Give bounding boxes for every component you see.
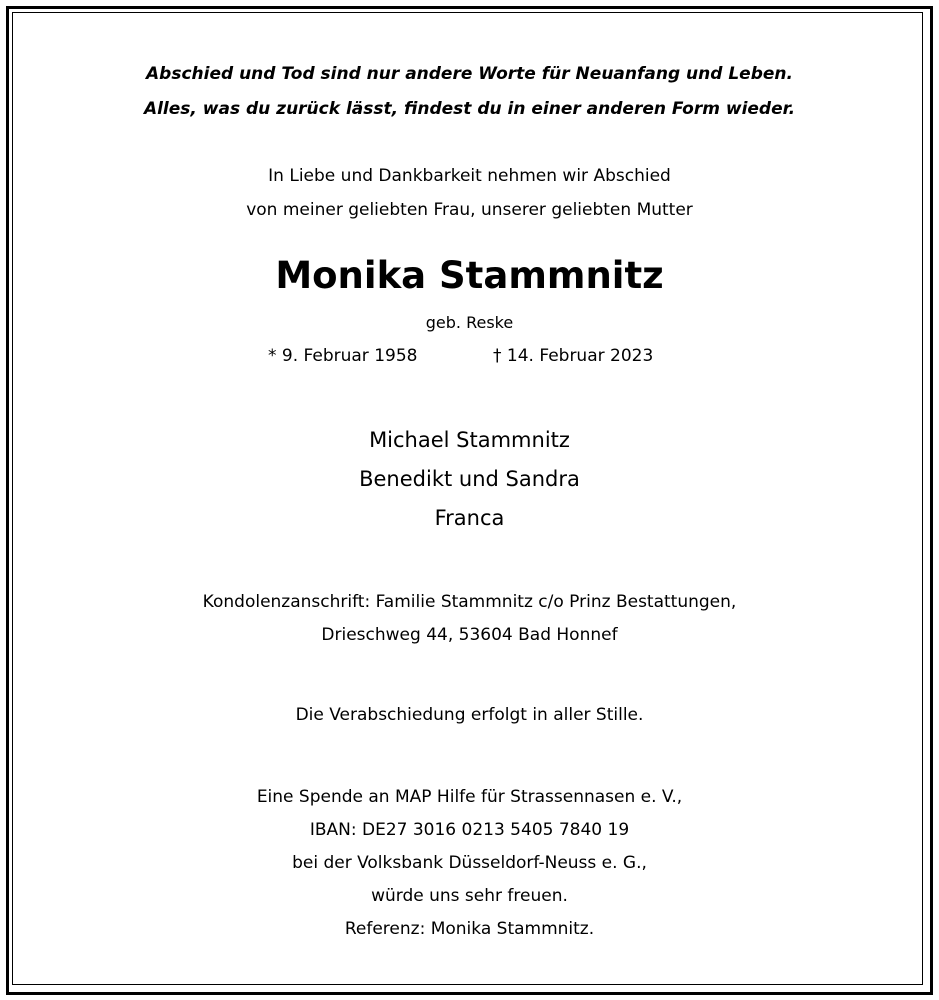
- motto-line-1: Abschied und Tod sind nur andere Worte für Neuanfang und Leben.: [146, 64, 793, 84]
- donation-line-1: Eine Spende an MAP Hilfe für Strassennasen e. V.,: [256, 787, 683, 807]
- deceased-name: Monika Stammnitz: [275, 254, 664, 297]
- intro-line-2: von meiner geliebten Frau, unserer geliebten Mutter: [246, 200, 693, 220]
- birth-name: geb. Reske: [425, 313, 514, 332]
- birth-date: * 9. Februar 1958: [268, 346, 418, 366]
- condolence-line-2: Drieschweg 44, 53604 Bad Honnef: [321, 625, 618, 645]
- death-date: † 14. Februar 2023: [493, 346, 654, 366]
- mourner-3: Franca: [434, 506, 505, 530]
- farewell-note: Die Verabschiedung erfolgt in aller Stille.: [295, 705, 644, 725]
- donation-iban: IBAN: DE27 3016 0213 5405 7840 19: [309, 820, 630, 840]
- mourner-2: Benedikt und Sandra: [359, 467, 580, 491]
- condolence-line-1: Kondolenzanschrift: Familie Stammnitz c/o Prinz Bestattungen,: [202, 592, 737, 612]
- donation-reference: Referenz: Monika Stammnitz.: [344, 919, 595, 939]
- donation-bank: bei der Volksbank Düsseldorf-Neuss e. G.,: [292, 853, 647, 873]
- intro-line-1: In Liebe und Dankbarkeit nehmen wir Abschied: [268, 166, 671, 186]
- mourner-1: Michael Stammnitz: [369, 428, 570, 452]
- motto-line-2: Alles, was du zurück lässt, findest du in einer anderen Form wieder.: [143, 99, 796, 119]
- donation-line-4: würde uns sehr freuen.: [371, 886, 568, 906]
